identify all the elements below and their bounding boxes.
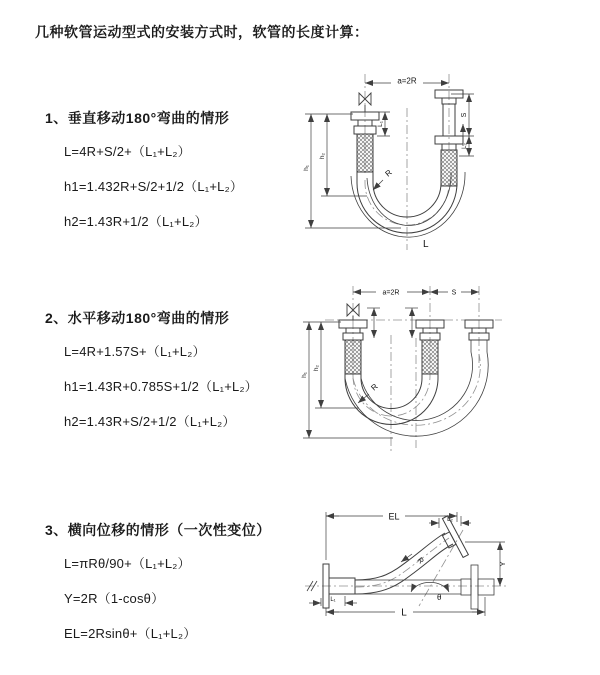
section-3-heading: 3、横向位移的情形（一次性变位） bbox=[45, 522, 271, 538]
r-leader-line bbox=[373, 180, 383, 190]
dim-label-l1: L₁ bbox=[330, 597, 336, 603]
movement-dims bbox=[367, 308, 418, 338]
formula-line: h2=1.43R+1/2（L₁+L₂） bbox=[64, 214, 208, 229]
dim-label-s: S bbox=[451, 289, 457, 297]
diagram-horizontal-180-bend bbox=[297, 280, 589, 462]
dim-label-r: R bbox=[369, 381, 380, 393]
hose-u-bends bbox=[345, 352, 488, 436]
r-leader-line bbox=[401, 554, 412, 562]
dim-label-h2: h₂ bbox=[319, 152, 326, 160]
dim-label-l2: L₂ bbox=[462, 143, 468, 149]
section-1-heading: 1、垂直移动180°弯曲的情形 bbox=[45, 110, 230, 126]
section-2-heading: 2、水平移动180°弯曲的情形 bbox=[45, 310, 230, 326]
dim-label-l1: L₁ bbox=[377, 121, 384, 127]
dim-label-s: S bbox=[461, 112, 468, 118]
dim-label-h2: h₂ bbox=[313, 364, 320, 372]
section-vertical-bend bbox=[45, 108, 310, 230]
section-horizontal-bend bbox=[45, 308, 310, 430]
section-lateral-displacement bbox=[45, 520, 310, 642]
diagram-vertical-180-bend bbox=[297, 68, 589, 258]
left-hose-fitting bbox=[351, 112, 379, 183]
formula-line: h2=1.43R+S/2+1/2（L₁+L₂） bbox=[64, 414, 236, 429]
diagram-1-container bbox=[297, 68, 589, 258]
dim-label-el: EL bbox=[388, 511, 400, 522]
formula-line: h1=1.432R+S/2+1/2（L₁+L₂） bbox=[64, 179, 244, 194]
displaced-hose-curve bbox=[355, 533, 453, 594]
formula-line: Y=2R（1-cosθ） bbox=[64, 591, 165, 606]
dim-h1-h2 bbox=[303, 322, 393, 438]
dim-label-h1: h₁ bbox=[303, 165, 310, 171]
formula-line: EL=2Rsinθ+（L₁+L₂） bbox=[64, 626, 197, 641]
dim-label-theta: θ bbox=[437, 593, 442, 602]
formula-line: h1=1.43R+0.785S+1/2（L₁+L₂） bbox=[64, 379, 258, 394]
dim-label-r: R bbox=[383, 167, 394, 179]
dim-label-r: R bbox=[415, 555, 426, 566]
dim-label-a2r: a=2R bbox=[397, 76, 417, 86]
formula-line: L=πRθ/90+（L₁+L₂） bbox=[64, 556, 191, 571]
dim-label-a2r: a=2R bbox=[382, 289, 400, 297]
original-position-hose bbox=[355, 565, 494, 609]
theta-angle-arc bbox=[411, 582, 449, 592]
dim-label-l: L bbox=[401, 607, 407, 619]
page-title: 几种软管运动型式的安装方式时，软管的长度计算： bbox=[35, 24, 369, 40]
dim-label-h1: h₁ bbox=[301, 372, 308, 378]
formula-line: L=4R+1.57S+（L₁+L₂） bbox=[64, 344, 206, 359]
formula-line: L=4R+S/2+（L₁+L₂） bbox=[64, 144, 191, 159]
diagram-lateral-displacement bbox=[299, 502, 597, 644]
diagram-2-container bbox=[297, 280, 589, 462]
dim-label-y: Y bbox=[498, 561, 507, 567]
diagram-3-container bbox=[299, 502, 597, 644]
dim-label-l: L bbox=[423, 239, 429, 250]
dim-label-l2: L₂ bbox=[447, 517, 453, 523]
